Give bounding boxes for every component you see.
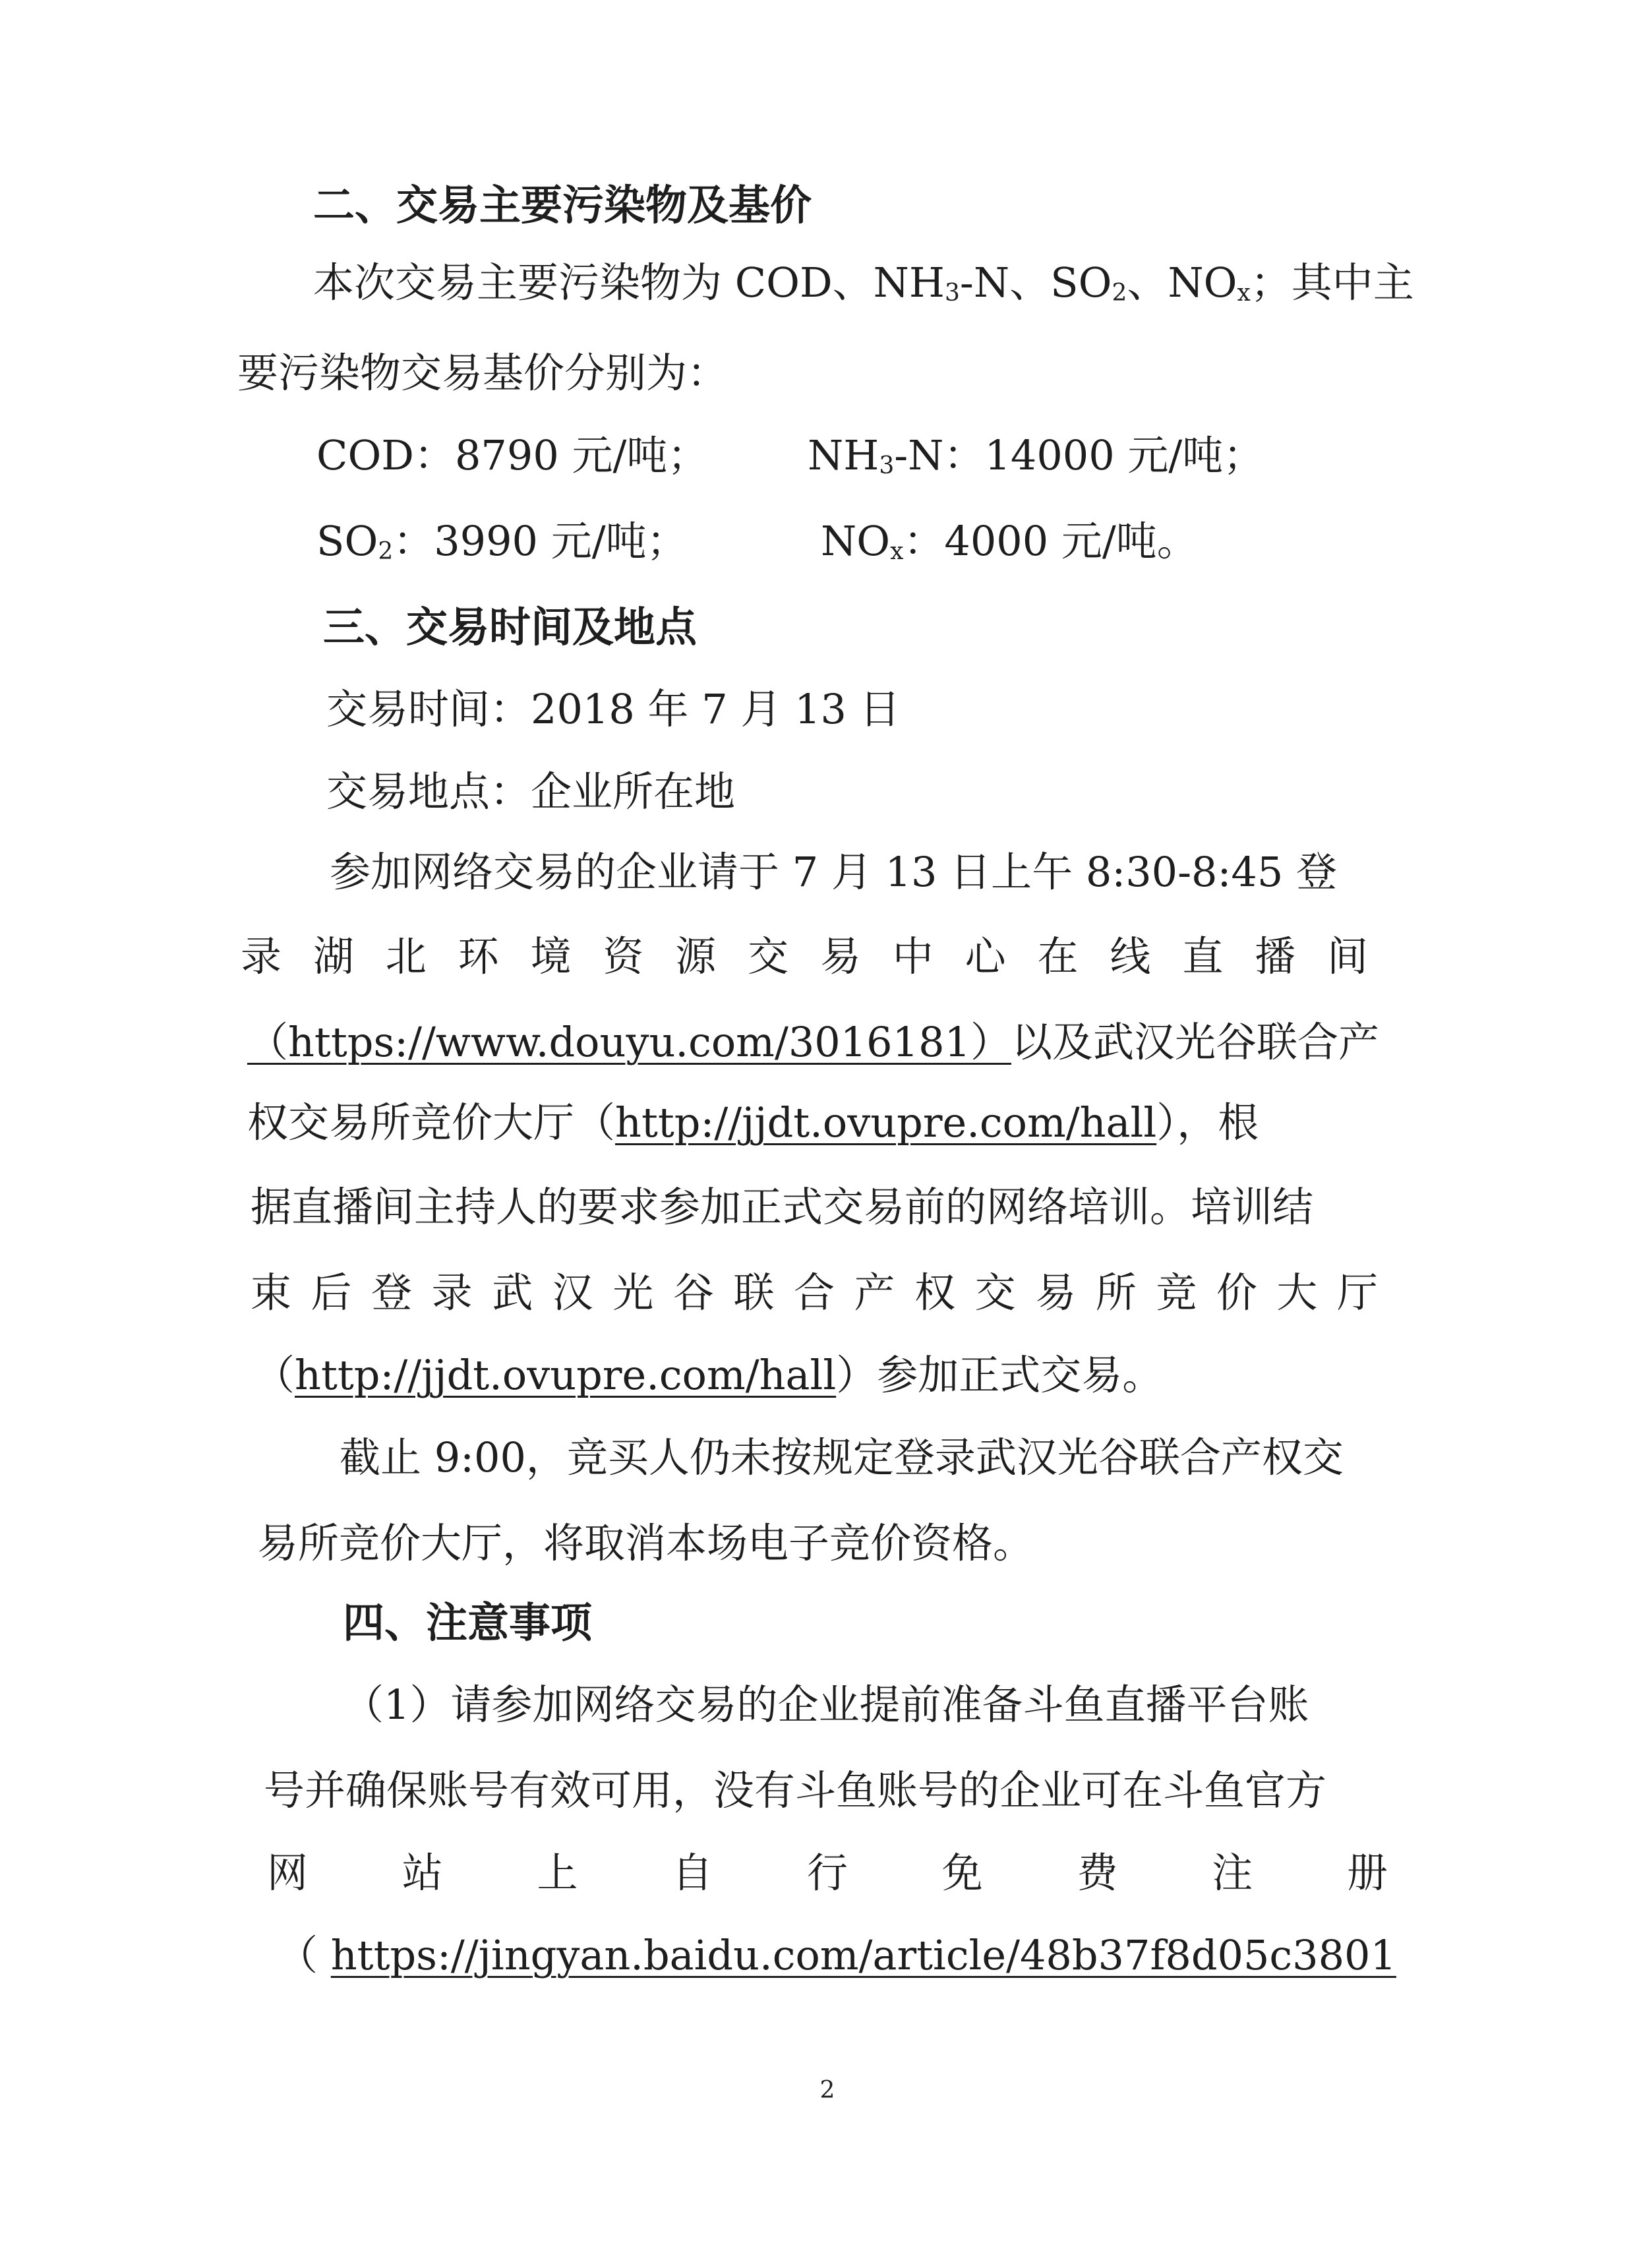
trade-place: 交易地点：企业所在地 bbox=[326, 767, 736, 816]
section2-intro-line1: 本次交易主要污染物为 COD、$NH_3-N$、$SO_2$、$NO_x$；其中主 bbox=[313, 258, 1414, 307]
para1-line5: 据直播间主持人的要求参加正式交易前的网络培训。培训结 bbox=[251, 1183, 1314, 1231]
para1-line2: 录湖北环境资源交易中心在线直播间 bbox=[241, 932, 1368, 980]
trade-time: 交易时间：2018 年 7 月 13 日 bbox=[326, 685, 901, 733]
item1-line3: 网站上自行免费注册 bbox=[267, 1849, 1388, 1897]
price-cod: COD：8790 元/吨； bbox=[316, 431, 709, 479]
para1-line1: 参加网络交易的企业请于 7 月 13 日上午 8:30-8:45 登 bbox=[330, 848, 1337, 896]
para2-line2: 易所竞价大厅，将取消本场电子竞价资格。 bbox=[257, 1519, 1034, 1567]
ovupre-hall-link-1[interactable]: http://jjdt.ovupre.com/hall bbox=[615, 1098, 1157, 1147]
item1-line1: （1）请参加网络交易的企业提前准备斗鱼直播平台账 bbox=[343, 1681, 1309, 1729]
price-nox: $NO_x$：4000 元/吨。 bbox=[821, 517, 1198, 565]
item1-line4: （ https://jingyan.baidu.com/article/48b37f8d05c3801 bbox=[277, 1931, 1396, 1979]
section4-heading: 四、注意事项 bbox=[343, 1599, 592, 1647]
price-nh3n: $NH_3-N$：14000 元/吨； bbox=[808, 431, 1264, 479]
douyu-link[interactable]: （https://www.douyu.com/3016181） bbox=[247, 1018, 1011, 1066]
ovupre-hall-link-2[interactable]: http://jjdt.ovupre.com/hall bbox=[295, 1351, 837, 1399]
section2-intro-line2: 要污染物交易基价分别为： bbox=[237, 349, 728, 397]
para2-line1: 截止 9:00，竞买人仍未按规定登录武汉光谷联合产权交 bbox=[340, 1433, 1344, 1481]
section3-heading: 三、交易时间及地点 bbox=[323, 603, 697, 651]
para1-line4: 权交易所竞价大厅（http://jjdt.ovupre.com/hall），根 bbox=[247, 1098, 1259, 1147]
item1-line2: 号并确保账号有效可用，没有斗鱼账号的企业可在斗鱼官方 bbox=[264, 1766, 1327, 1814]
para1-line6: 束后登录武汉光谷联合产权交易所竞价大厅 bbox=[251, 1268, 1378, 1317]
page-number: 2 bbox=[819, 2077, 835, 2104]
price-so2: $SO_2$：3990 元/吨； bbox=[316, 517, 688, 565]
baidu-jingyan-link[interactable]: https://jingyan.baidu.com/article/48b37f8d05c3801 bbox=[330, 1931, 1396, 1979]
para1-line3: （https://www.douyu.com/3016181）以及武汉光谷联合产 bbox=[247, 1018, 1379, 1066]
section2-heading: 二、交易主要污染物及基价 bbox=[313, 181, 812, 229]
para1-line7: （http://jjdt.ovupre.com/hall）参加正式交易。 bbox=[254, 1351, 1164, 1399]
